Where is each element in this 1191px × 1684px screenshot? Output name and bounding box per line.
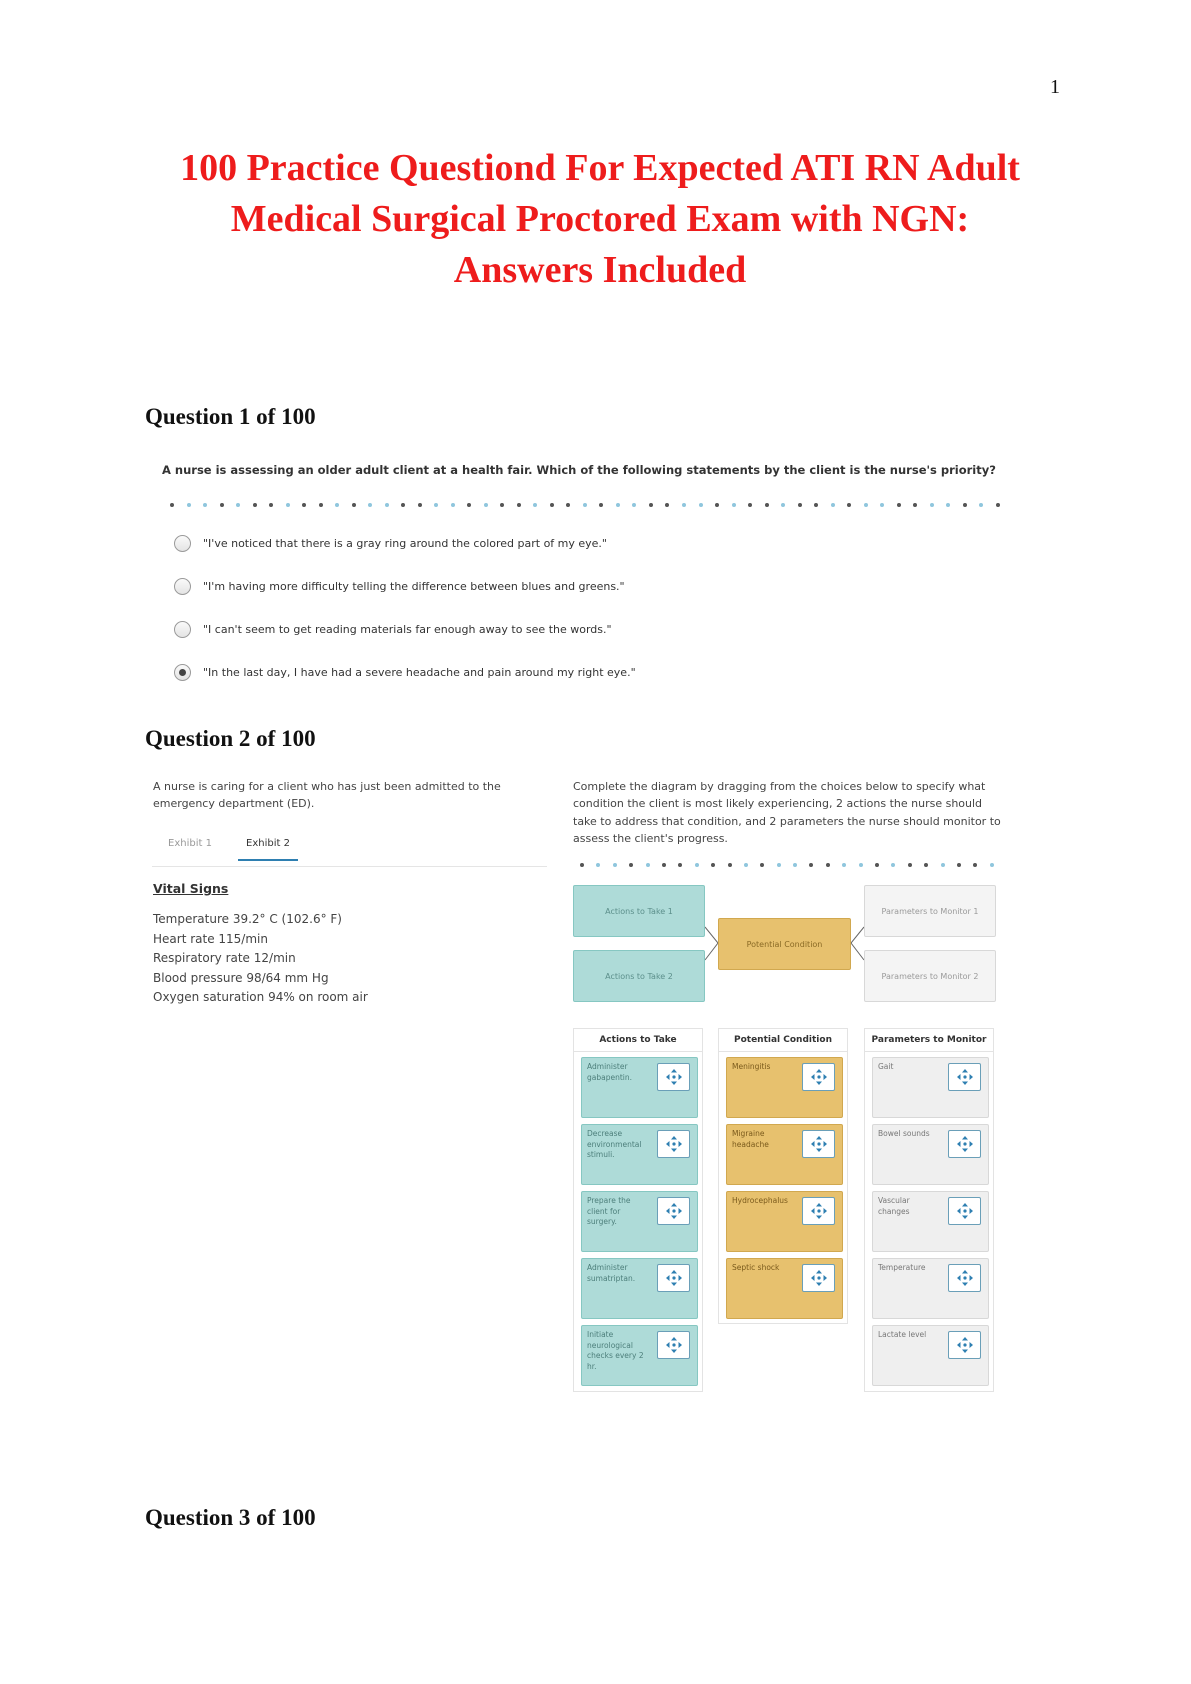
card-label: Vascular changes — [878, 1196, 910, 1216]
move-arrows-icon[interactable] — [802, 1130, 835, 1158]
parameter-card[interactable] — [872, 1191, 989, 1252]
question-2-heading: Question 2 of 100 — [145, 726, 316, 751]
card-label: Bowel sounds — [878, 1129, 930, 1138]
conditions-column — [718, 1028, 848, 1324]
action-card[interactable] — [581, 1325, 698, 1386]
option-label: "I can't seem to get reading materials far enough away to see the words." — [203, 623, 612, 636]
card-label: Meningitis — [732, 1062, 771, 1071]
move-arrows-icon[interactable] — [948, 1197, 981, 1225]
action-card[interactable] — [581, 1124, 698, 1185]
condition-card[interactable] — [726, 1191, 843, 1252]
card-label: Initiate neurological checks every 2 hr. — [587, 1330, 644, 1371]
move-arrows-icon[interactable] — [657, 1063, 690, 1091]
card-label: Gait — [878, 1062, 894, 1071]
column-header: Parameters to Monitor — [865, 1029, 993, 1052]
card-label: Hydrocephalus — [732, 1196, 788, 1205]
move-arrows-icon[interactable] — [948, 1264, 981, 1292]
vital-sign: Oxygen saturation 94% on room air — [153, 990, 368, 1005]
vital-sign: Respiratory rate 12/min — [153, 951, 296, 966]
parameters-column — [864, 1028, 994, 1392]
parameter-card[interactable] — [872, 1258, 989, 1319]
condition-card[interactable] — [726, 1057, 843, 1118]
title-line: 100 Practice Questiond For Expected ATI RN Adult — [180, 147, 1020, 189]
move-arrows-icon[interactable] — [657, 1197, 690, 1225]
column-header: Potential Condition — [719, 1029, 847, 1052]
card-label: Administer gabapentin. — [587, 1062, 633, 1082]
question-1-stem: A nurse is assessing an older adult client at a health fair. Which of the following statements by the client is the nurse's priority? — [162, 463, 996, 477]
move-arrows-icon[interactable] — [802, 1264, 835, 1292]
action-card[interactable] — [581, 1191, 698, 1252]
action-card[interactable] — [581, 1258, 698, 1319]
title-line: Medical Surgical Proctored Exam with NGN: — [230, 198, 970, 240]
card-label: Septic shock — [732, 1263, 780, 1272]
question-2-instructions: Complete the diagram by dragging from the choices below to specify what condition the client is most likely experiencing, 2 actions the nurse should take to address that condition, and 2 parameters the nurse should monitor to assess the client's progress. — [573, 780, 1001, 845]
question-2-intro: A nurse is caring for a client who has just been admitted to the emergency department (ED). — [153, 780, 501, 810]
condition-card[interactable] — [726, 1258, 843, 1319]
parameter-card[interactable] — [872, 1325, 989, 1386]
actions-column — [573, 1028, 703, 1392]
question-1-heading: Question 1 of 100 — [145, 404, 316, 429]
tab-exhibit-2[interactable]: Exhibit 2 — [238, 838, 298, 861]
question-3-heading: Question 3 of 100 — [145, 1505, 316, 1530]
move-arrows-icon[interactable] — [948, 1063, 981, 1091]
card-label: Decrease environmental stimuli. — [587, 1129, 642, 1159]
drop-zone-action-2[interactable]: Actions to Take 2 — [573, 950, 705, 1002]
vital-sign: Temperature 39.2° C (102.6° F) — [153, 912, 342, 926]
parameter-card[interactable] — [872, 1124, 989, 1185]
option-label: "I'm having more difficulty telling the difference between blues and greens." — [203, 580, 625, 593]
title-line: Answers Included — [453, 249, 747, 291]
vital-signs-title: Vital Signs — [153, 881, 229, 896]
parameter-card[interactable] — [872, 1057, 989, 1118]
drop-zone-parameter-2[interactable]: Parameters to Monitor 2 — [864, 950, 996, 1002]
move-arrows-icon[interactable] — [657, 1264, 690, 1292]
option-label: "In the last day, I have had a severe headache and pain around my right eye." — [203, 666, 636, 679]
move-arrows-icon[interactable] — [657, 1130, 690, 1158]
vital-sign: Blood pressure 98/64 mm Hg — [153, 970, 329, 985]
drop-zone-action-1[interactable]: Actions to Take 1 — [573, 885, 705, 937]
card-label: Administer sumatriptan. — [587, 1263, 636, 1283]
option-label: "I've noticed that there is a gray ring around the colored part of my eye." — [203, 537, 607, 550]
drop-zone-condition[interactable]: Potential Condition — [718, 918, 851, 970]
page-number: 1 — [1050, 76, 1060, 98]
card-label: Lactate level — [878, 1330, 927, 1339]
move-arrows-icon[interactable] — [657, 1331, 690, 1359]
tab-exhibit-1[interactable]: Exhibit 1 — [168, 838, 212, 849]
card-label: Prepare the client for surgery. — [587, 1196, 631, 1226]
move-arrows-icon[interactable] — [948, 1331, 981, 1359]
card-label: Temperature — [878, 1263, 926, 1272]
move-arrows-icon[interactable] — [802, 1197, 835, 1225]
card-label: Migraine headache — [732, 1129, 769, 1149]
move-arrows-icon[interactable] — [948, 1130, 981, 1158]
drop-zone-parameter-1[interactable]: Parameters to Monitor 1 — [864, 885, 996, 937]
vital-sign: Heart rate 115/min — [153, 931, 268, 946]
condition-card[interactable] — [726, 1124, 843, 1185]
column-header: Actions to Take — [574, 1029, 702, 1052]
move-arrows-icon[interactable] — [802, 1063, 835, 1091]
action-card[interactable] — [581, 1057, 698, 1118]
